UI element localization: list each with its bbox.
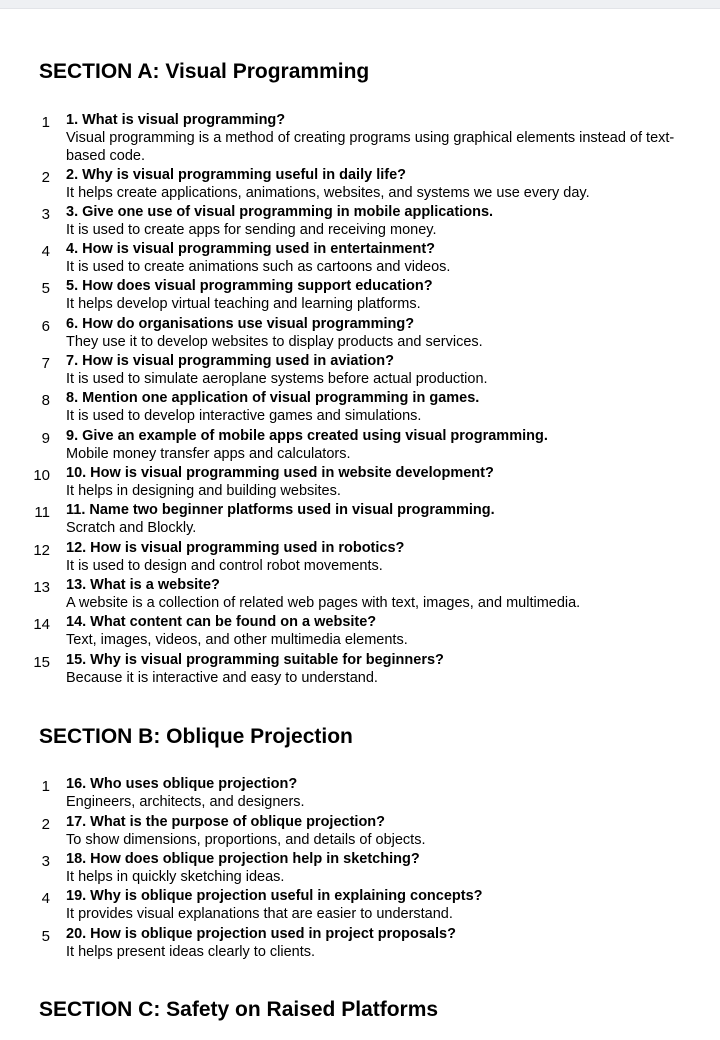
- item-number: 2: [41, 816, 50, 833]
- question-text: 8. Mention one application of visual programming in games.: [66, 390, 480, 406]
- answer-text: A website is a collection of related web pages with text, images, and multimedia.: [66, 595, 581, 611]
- question-text: 7. How is visual programming used in aviation?: [66, 353, 394, 369]
- item-number: 8: [41, 392, 50, 409]
- question-text: 16. Who uses oblique projection?: [66, 776, 298, 792]
- question-text: 6. How do organisations use visual programming?: [66, 316, 415, 332]
- question-text: 2. Why is visual programming useful in daily life?: [66, 167, 407, 183]
- question-text: 11. Name two beginner platforms used in visual programming.: [66, 502, 495, 518]
- item-number: 3: [41, 206, 50, 223]
- section-c-title: SECTION C: Safety on Raised Platforms: [39, 998, 439, 1021]
- question-text: 15. Why is visual programming suitable for beginners?: [66, 652, 444, 668]
- item-number: 11: [34, 504, 50, 521]
- item-number: 2: [41, 169, 50, 186]
- section-b-title: SECTION B: Oblique Projection: [39, 725, 353, 748]
- item-number: 5: [41, 928, 50, 945]
- item-number: 15: [33, 654, 50, 671]
- item-number: 1: [41, 114, 50, 131]
- question-text: 17. What is the purpose of oblique projection?: [66, 814, 386, 830]
- question-text: 1. What is visual programming?: [66, 112, 286, 128]
- answer-text: Engineers, architects, and designers.: [66, 794, 305, 810]
- answer-text: Scratch and Blockly.: [66, 520, 197, 536]
- answer-text: It helps in designing and building websites.: [66, 483, 341, 499]
- answer-text: Visual programming is a method of creating programs using graphical elements instead of text-based code.: [66, 130, 675, 164]
- question-text: 12. How is visual programming used in robotics?: [66, 540, 405, 556]
- item-number: 5: [41, 280, 50, 297]
- item-number: 6: [41, 318, 50, 335]
- answer-text: It is used to simulate aeroplane systems before actual production.: [66, 371, 488, 387]
- item-number: 4: [41, 890, 50, 907]
- question-text: 13. What is a website?: [66, 577, 220, 593]
- answer-text: It is used to create apps for sending and receiving money.: [66, 222, 437, 238]
- question-text: 9. Give an example of mobile apps created using visual programming.: [66, 428, 548, 444]
- question-text: 14. What content can be found on a website?: [66, 614, 377, 630]
- question-text: 4. How is visual programming used in entertainment?: [66, 241, 436, 257]
- answer-text: It helps develop virtual teaching and learning platforms.: [66, 296, 421, 312]
- answer-text: To show dimensions, proportions, and details of objects.: [66, 832, 426, 848]
- answer-text: It is used to design and control robot movements.: [66, 558, 383, 574]
- section-a-title: SECTION A: Visual Programming: [39, 60, 370, 83]
- question-text: 20. How is oblique projection used in project proposals?: [66, 926, 456, 942]
- answer-text: Mobile money transfer apps and calculators.: [66, 446, 351, 462]
- answer-text: It helps create applications, animations, websites, and systems we use every day.: [66, 185, 590, 201]
- question-text: 10. How is visual programming used in website development?: [66, 465, 494, 481]
- item-number: 10: [33, 467, 50, 484]
- answer-text: They use it to develop websites to display products and services.: [66, 334, 483, 350]
- answer-text: It provides visual explanations that are easier to understand.: [66, 906, 453, 922]
- item-number: 9: [41, 430, 50, 447]
- answer-text: It is used to develop interactive games and simulations.: [66, 408, 422, 424]
- item-number: 12: [33, 542, 50, 559]
- question-text: 3. Give one use of visual programming in mobile applications.: [66, 204, 494, 220]
- answer-text: Text, images, videos, and other multimedia elements.: [66, 632, 408, 648]
- question-text: 19. Why is oblique projection useful in explaining concepts?: [66, 888, 483, 904]
- answer-text: It is used to create animations such as cartoons and videos.: [66, 259, 451, 275]
- question-text: 18. How does oblique projection help in sketching?: [66, 851, 420, 867]
- item-number: 13: [33, 579, 50, 596]
- item-number: 1: [41, 778, 50, 795]
- answer-text: It helps present ideas clearly to clients.: [66, 944, 316, 960]
- item-number: 4: [41, 243, 50, 260]
- item-number: 3: [41, 853, 50, 870]
- item-number: 14: [33, 616, 50, 633]
- viewer-top-bar: [0, 0, 720, 9]
- answer-text: Because it is interactive and easy to understand.: [66, 670, 378, 686]
- answer-text: It helps in quickly sketching ideas.: [66, 869, 285, 885]
- item-number: 7: [41, 355, 50, 372]
- question-text: 5. How does visual programming support education?: [66, 278, 433, 294]
